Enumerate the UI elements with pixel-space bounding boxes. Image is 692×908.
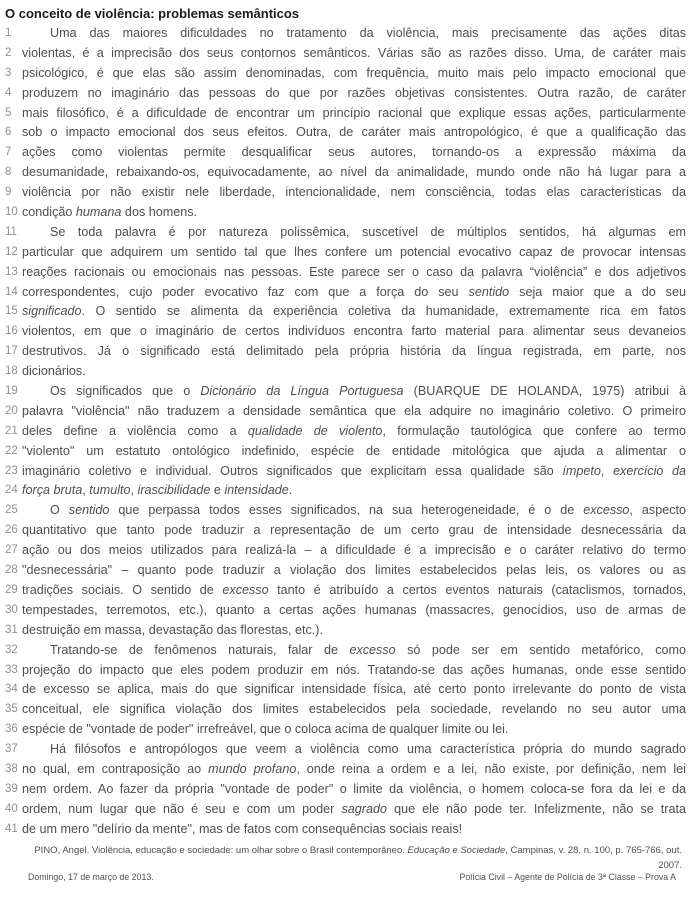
line-number: 4 — [5, 86, 12, 99]
line-text: projeção do impacto que eles podem produzir em nós. Tratando-se das ações humanas, onde esse sentido — [22, 662, 686, 677]
line-text: significado. O sentido se alimenta da experiência coletiva da humanidade, extremamente rica em fatos — [22, 304, 686, 319]
line-text: espécie de "vontade de poder" irrefreável, que o coloca acima de qualquer limite ou lei. — [22, 722, 509, 737]
text-line — [0, 143, 686, 163]
line-number: 22 — [5, 444, 18, 457]
line-number: 16 — [5, 325, 18, 338]
line-number: 18 — [5, 365, 18, 378]
line-number: 23 — [5, 464, 18, 477]
line-number: 25 — [5, 504, 18, 517]
line-text: violência por não existir nele liberdade, intencionalidade, nem consciência, todas elas características da — [22, 185, 686, 200]
line-text: O sentido que perpassa todos esses significados, na sua heterogeneidade, é o de excesso, aspecto — [50, 503, 686, 518]
text-line — [0, 243, 686, 263]
line-text: produzem no imaginário das pessoas do que por razões objetivas consistentes. Outra razão, de caráter — [22, 85, 686, 100]
line-number: 39 — [5, 782, 18, 795]
line-text: nem ordem. Ao fazer da própria "vontade de poder" o limite da violência, o homem coloca-se fora da lei e da — [22, 781, 686, 796]
text-line — [0, 780, 686, 800]
text-line — [0, 123, 686, 143]
text-line — [0, 322, 686, 342]
line-number: 29 — [5, 583, 18, 596]
text-line — [0, 820, 686, 840]
line-text: ações como violentas permite desqualificar seus autores, tornando-os a expressão máxima da — [22, 145, 686, 160]
line-text: reações racionais ou emocionais nas pessoas. Este parece ser o caso da palavra “violência” e dos adjetivos — [22, 264, 686, 279]
line-number: 26 — [5, 524, 18, 537]
line-number: 9 — [5, 186, 12, 199]
line-number: 38 — [5, 762, 18, 775]
text-line — [0, 581, 686, 601]
text-line — [0, 521, 686, 541]
line-text: de excesso se aplica, mais do que significar intensidade física, até certo ponto irrelevante do ponto de vista — [22, 682, 686, 697]
text-line — [0, 283, 686, 303]
text-line — [0, 24, 686, 44]
text-line — [0, 163, 686, 183]
line-text: tradições sociais. O sentido de excesso tanto é atribuído a certos eventos naturais (cataclismos, tornados, — [22, 582, 686, 597]
line-number: 28 — [5, 564, 18, 577]
line-number: 5 — [5, 106, 12, 119]
line-text: particular que adquirem um sentido tal que lhes confere um potencial evocativo capaz de provocar intensas — [22, 244, 686, 259]
text-line — [0, 223, 686, 243]
line-text: ação ou dos meios utilizados para realizá-la – a dificuldade é a imprecisão e o caráter relativo do termo — [22, 543, 686, 558]
text-line — [0, 422, 686, 442]
passage-body — [0, 24, 686, 840]
text-line — [0, 680, 686, 700]
text-line — [0, 64, 686, 84]
line-number: 41 — [5, 822, 18, 835]
line-text: Há filósofos e antropólogos que veem a violência como uma característica própria do mundo sagrado — [50, 742, 686, 757]
line-number: 20 — [5, 404, 18, 417]
line-number: 12 — [5, 245, 18, 258]
line-text: violentas, é a imprecisão dos seus contornos semânticos. Várias são as razões disso. Uma, de caráter mais — [22, 45, 686, 60]
line-text: mais filosófico, é a dificuldade de encontrar um princípio racional que explique essas ações, particularmente — [22, 105, 686, 120]
text-line — [0, 462, 686, 482]
line-number: 21 — [5, 424, 18, 437]
text-line — [0, 561, 686, 581]
line-text: condição humana dos homens. — [22, 205, 198, 220]
line-number: 31 — [5, 623, 18, 636]
line-text: no qual, em contraposição ao mundo profano, onde reina a ordem e a lei, não existe, por definição, nem lei — [22, 761, 686, 776]
line-text: correspondentes, cujo poder evocativo faz com que a força do seu sentido seja maior que a do seu — [22, 284, 686, 299]
line-text: dicionários. — [22, 364, 86, 379]
line-text: destrutivos. Já o significado está delimitado pela própria história da língua registrada, em parte, nos — [22, 344, 686, 359]
line-text: ordem, num lugar que não é seu e com um poder sagrado que ele não pode ter. Infelizmente, não se trata — [22, 801, 686, 816]
line-number: 40 — [5, 802, 18, 815]
line-number: 24 — [5, 484, 18, 497]
text-line — [0, 44, 686, 64]
text-line — [0, 104, 686, 124]
line-number: 19 — [5, 385, 18, 398]
text-line — [0, 382, 686, 402]
footer-exam-label: Polícia Civil – Agente de Polícia de 3ª Classe – Prova A — [459, 872, 676, 882]
text-line — [0, 800, 686, 820]
source-citation: PINO, Angel. Violência, educação e sociedade: um olhar sobre o Brasil contemporâneo. Educação e Sociedade, Campinas, v. 28, n. 100, p. 765-766, out. 2007. — [34, 844, 682, 872]
text-line — [0, 760, 686, 780]
line-number: 6 — [5, 126, 12, 139]
line-text: de um mero "delírio da mente", mas de fatos com consequências sociais reais! — [22, 821, 463, 836]
line-number: 33 — [5, 663, 18, 676]
text-line — [0, 641, 686, 661]
line-number: 36 — [5, 723, 18, 736]
line-number: 10 — [5, 206, 18, 219]
line-number: 15 — [5, 305, 18, 318]
text-line — [0, 740, 686, 760]
text-line — [0, 84, 686, 104]
line-text: Tratando-se de fenômenos naturais, falar de excesso só pode ser em sentido metafórico, como — [50, 642, 686, 657]
text-line — [0, 402, 686, 422]
footer-date: Domingo, 17 de março de 2013. — [28, 872, 154, 882]
line-text: palavra "violência" não traduzem a densidade semântica que ela adquire no imaginário coletivo. O primeiro — [22, 403, 686, 418]
line-text: "desnecessária" – quanto pode traduzir a violação dos limites estabelecidos pelas leis, os valores ou as — [22, 563, 686, 578]
text-line — [0, 302, 686, 322]
line-number: 13 — [5, 265, 18, 278]
line-number: 35 — [5, 703, 18, 716]
line-text: psicológico, é que elas são assim denominadas, com frequência, muito mais pelo impacto emocional que — [22, 65, 686, 80]
line-number: 11 — [5, 225, 17, 238]
line-text: imaginário coletivo e individual. Outros significados que explicitam essa qualidade são ímpeto, exercício da — [22, 463, 686, 478]
text-line — [0, 621, 686, 641]
line-text: violentos, em que o imaginário de certos indivíduos encontra farto material para alimentar seus devaneios — [22, 324, 686, 339]
line-text: tempestades, terremotos, etc.), quanto a certas ações humanas (massacres, genocídios, uso de armas de — [22, 602, 686, 617]
text-line — [0, 481, 686, 501]
text-line — [0, 362, 686, 382]
line-text: força bruta, tumulto, irascibilidade e intensidade. — [22, 483, 293, 498]
line-number: 3 — [5, 66, 12, 79]
text-line — [0, 661, 686, 681]
line-number: 1 — [5, 27, 12, 39]
line-number: 8 — [5, 166, 12, 179]
line-text: "violento" um estatuto ontológico indefinido, espécie de entidade mitológica que ajuda a alimentar o — [22, 443, 686, 458]
line-text: sob o impacto emocional dos seus efeitos. Outra, de caráter mais antropológico, é que a qualificação das — [22, 125, 686, 140]
passage-title: O conceito de violência: problemas semânticos — [5, 6, 300, 21]
text-line — [0, 700, 686, 720]
line-number: 27 — [5, 544, 18, 557]
line-text: conceitual, ele significa violação dos limites estabelecidos pela sociedade, revelando no seu autor uma — [22, 702, 686, 717]
page-footer — [0, 872, 692, 882]
text-line — [0, 342, 686, 362]
line-number: 7 — [5, 146, 12, 159]
text-line — [0, 501, 686, 521]
text-line — [0, 601, 686, 621]
line-text: quantitativo que tanto pode traduzir a representação de um certo grau de intensidade desnecessária da — [22, 523, 686, 538]
line-text: desumanidade, rebaixando-os, equivocadamente, ao nível da animalidade, mundo onde não há lugar para a — [22, 165, 686, 180]
line-text: deles define a violência como a qualidade de violento, formulação tautológica que confere ao termo — [22, 423, 686, 438]
line-number: 34 — [5, 683, 18, 696]
line-text: Uma das maiores dificuldades no tratamento da violência, mais precisamente das ações ditas — [50, 26, 686, 40]
line-number: 30 — [5, 603, 18, 616]
text-line — [0, 203, 686, 223]
line-text: destruição em massa, devastação das florestas, etc.). — [22, 622, 323, 637]
text-line — [0, 263, 686, 283]
line-number: 32 — [5, 643, 18, 656]
line-number: 2 — [5, 46, 12, 59]
text-line — [0, 720, 686, 740]
text-line — [0, 183, 686, 203]
text-line — [0, 541, 686, 561]
text-line — [0, 442, 686, 462]
line-text: Se toda palavra é por natureza polissêmica, suscetível de múltiplos sentidos, há algumas em — [50, 224, 686, 239]
line-text: Os significados que o Dicionário da Língua Portuguesa (BUARQUE DE HOLANDA, 1975) atribui à — [50, 384, 686, 399]
line-number: 14 — [5, 285, 18, 298]
line-number: 17 — [5, 345, 18, 358]
line-number: 37 — [5, 743, 18, 756]
